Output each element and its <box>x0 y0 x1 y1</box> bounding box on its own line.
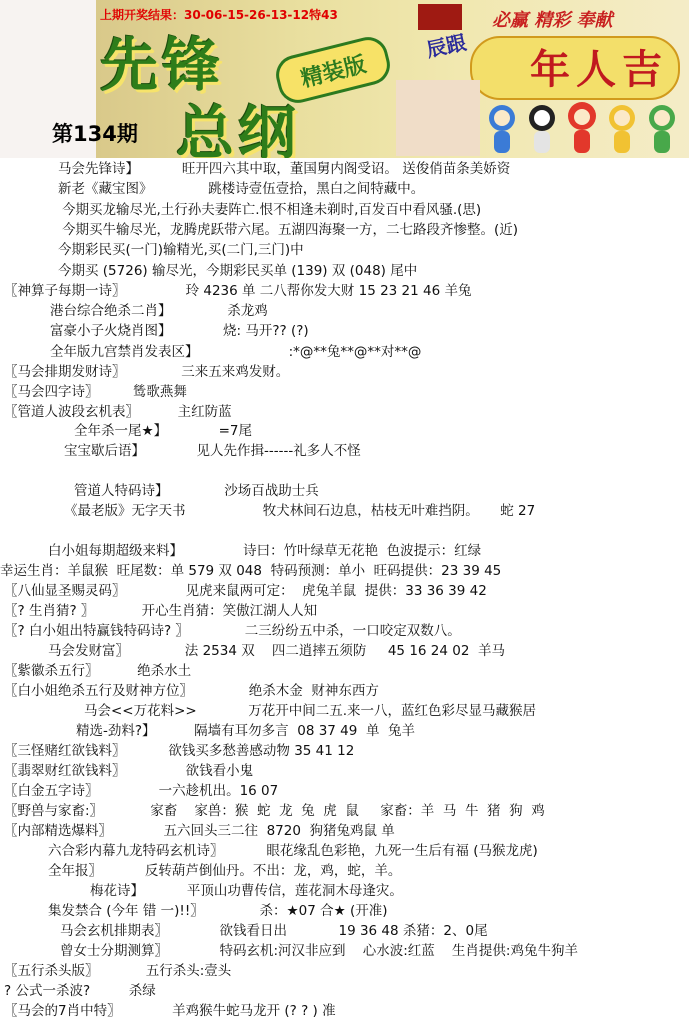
text-line: 〖马会的7肖中特〗 羊鸡猴牛蛇马龙开 (? ? ) 准 <box>4 1003 336 1019</box>
text-line: 马会<<万花料>> 万花开中间二五.来一八，蓝红色彩尽显马藏猴居 <box>84 703 537 719</box>
text-line: 梅花诗】 平顶山功曹传信，莲花洞木母逢灾。 <box>90 883 403 899</box>
banner-title-part2: 总纲 <box>176 99 301 158</box>
text-line: 〖五行杀头版〗 五行杀头:壹头 <box>4 963 232 979</box>
text-line: 今期买 (5726) 输尽光，今期彩民买单 (139) 双 (048) 尾中 <box>58 263 418 279</box>
text-line: 马会发财富〗 法 2534 双 四二逍摔五须防 45 16 24 02 羊马 <box>48 643 506 659</box>
text-line: 全年杀一尾★】 =7尾 <box>74 423 252 439</box>
text-line: 〖马会四字诗〗 鸶歌燕舞 <box>4 384 187 400</box>
header-banner <box>0 0 689 158</box>
text-line: 白小姐每期超级来料】 诗曰：竹叶绿草无花艳 色波提示：红绿 <box>48 543 482 559</box>
text-line: 富豪小子火烧肖图】 烧: 马开?? (?) <box>50 323 309 339</box>
text-line: 幸运生肖：羊鼠猴 旺尾数：单 579 双 048 特码预测：单小 旺码提供：23 39 45 <box>0 563 502 579</box>
text-line: 精选-劲料?】 隔墙有耳勿多言 08 37 49 单 兔羊 <box>76 723 416 739</box>
banner-slogan: 必赢 精彩 奉献 <box>492 10 613 31</box>
text-line: 〖白金五字诗〗 一六趁机出。16 07 <box>4 783 279 799</box>
text-line: 〖内部精选爆料〗 五六回头三二往 8720 狗猪兔鸡鼠 单 <box>4 823 395 839</box>
text-line: 〖管道人波段玄机表〗 主红防蓝 <box>4 404 232 420</box>
text-line: 〖野兽与家畜:〗 家畜 家兽：猴 蛇 龙 兔 虎 鼠 家畜：羊 马 牛 猪 狗 鸡 <box>4 803 545 819</box>
text-line: 〖马会排期发财诗〗 三来五来鸡发财。 <box>4 364 290 380</box>
banner-title-part1: 先锋 <box>100 31 225 99</box>
banner-blank-area <box>396 80 480 156</box>
banner-follow-text: 辰跟 <box>424 30 469 62</box>
mascot-figures-icon <box>484 96 684 156</box>
edition-badge: 精装版 <box>272 33 394 107</box>
text-line: 宝宝歇后语】 见人先作揖------礼多人不怪 <box>64 443 361 459</box>
text-line: 〖? 白小姐出特赢钱特码诗? 〗 二三纷纷五中杀，一口咬定双数八。 <box>4 623 461 639</box>
text-line: 今期彩民买(一门)输精光,买(二门,三门)中 <box>58 242 304 258</box>
text-line: 六合彩内幕九龙特码玄机诗〗 眼花缘乱色彩艳，九死一生后有福 (马猴龙虎) <box>48 843 538 859</box>
text-line: 〖八仙显圣赐灵码〗 见虎来鼠两可定： 虎兔羊鼠 提供：33 36 39 42 <box>4 583 487 599</box>
text-line: 今期买龙输尽光,土行孙夫妻阵亡.恨不相逢未剃时,百发百中看风骚.(思) <box>62 202 482 218</box>
text-line: 〖三怪赌红欲钱料〗 欲钱买多愁善感动物 35 41 12 <box>4 743 355 759</box>
text-line: 〖翡翠财红欲钱料〗 欲钱看小鬼 <box>4 763 254 779</box>
text-line: 〖神算子每期一诗〗 玲 4236 单 二八帮你发大财 15 23 21 46 羊兔 <box>4 283 472 299</box>
issue-number: 第134期 <box>52 122 138 146</box>
text-line: 港台综合绝杀二肖】 杀龙鸡 <box>50 303 268 319</box>
text-line: 曾女士分期测算〗 特码玄机:河汉非应到 心水波:红蓝 生肖提供:鸡兔牛狗羊 <box>60 943 578 959</box>
text-line: 管道人特码诗】 沙场百战助士兵 <box>74 483 319 499</box>
last-results: 上期开奖结果：30-06-15-26-13-12特43 <box>100 8 338 22</box>
text-line: 全年版九宫禁肖发表区】 :*@**兔**@**对**@ <box>50 344 422 360</box>
text-line: 新老《藏宝图》 跳楼诗壹伍壹拾，黑白之间特藏中。 <box>58 181 425 197</box>
banner-red-block <box>418 4 462 30</box>
text-line: 全年报〗 反转葫芦倒仙丹。不出：龙，鸡，蛇，羊。 <box>48 863 402 879</box>
text-line: 马会玄机排期表〗 欲钱看日出 19 36 48 杀猪：2、0尾 <box>60 923 488 939</box>
text-line: 今期买牛输尽光，龙腾虎跃带六尾。五湖四海聚一方，二七路段齐惨整。(近) <box>62 222 519 238</box>
text-line: ? 公式一杀波? 杀绿 <box>4 983 156 999</box>
text-line: 《最老版》无字天书 牧犬林间石边息，枯枝无叶难挡阴。 蛇 27 <box>64 503 536 519</box>
banner-ring-text: 年人吉 <box>530 47 668 93</box>
text-line: 〖紫徽杀五行〗 绝杀水土 <box>4 663 192 679</box>
text-line: 马会先锋诗】 旺开四六其中取，董国舅内阁受诏。 送俊俏苗条美娇资 <box>58 161 511 177</box>
text-line: 〖? 生肖猜? 〗 开心生肖猜：笑傲江湖人人知 <box>4 603 318 619</box>
text-line: 〖白小姐绝杀五行及财神方位〗 绝杀木金 财神东西方 <box>4 683 379 699</box>
text-line: 集发禁合 (今年 错 一)!!〗 杀：★07 合★ (开准) <box>48 903 388 919</box>
